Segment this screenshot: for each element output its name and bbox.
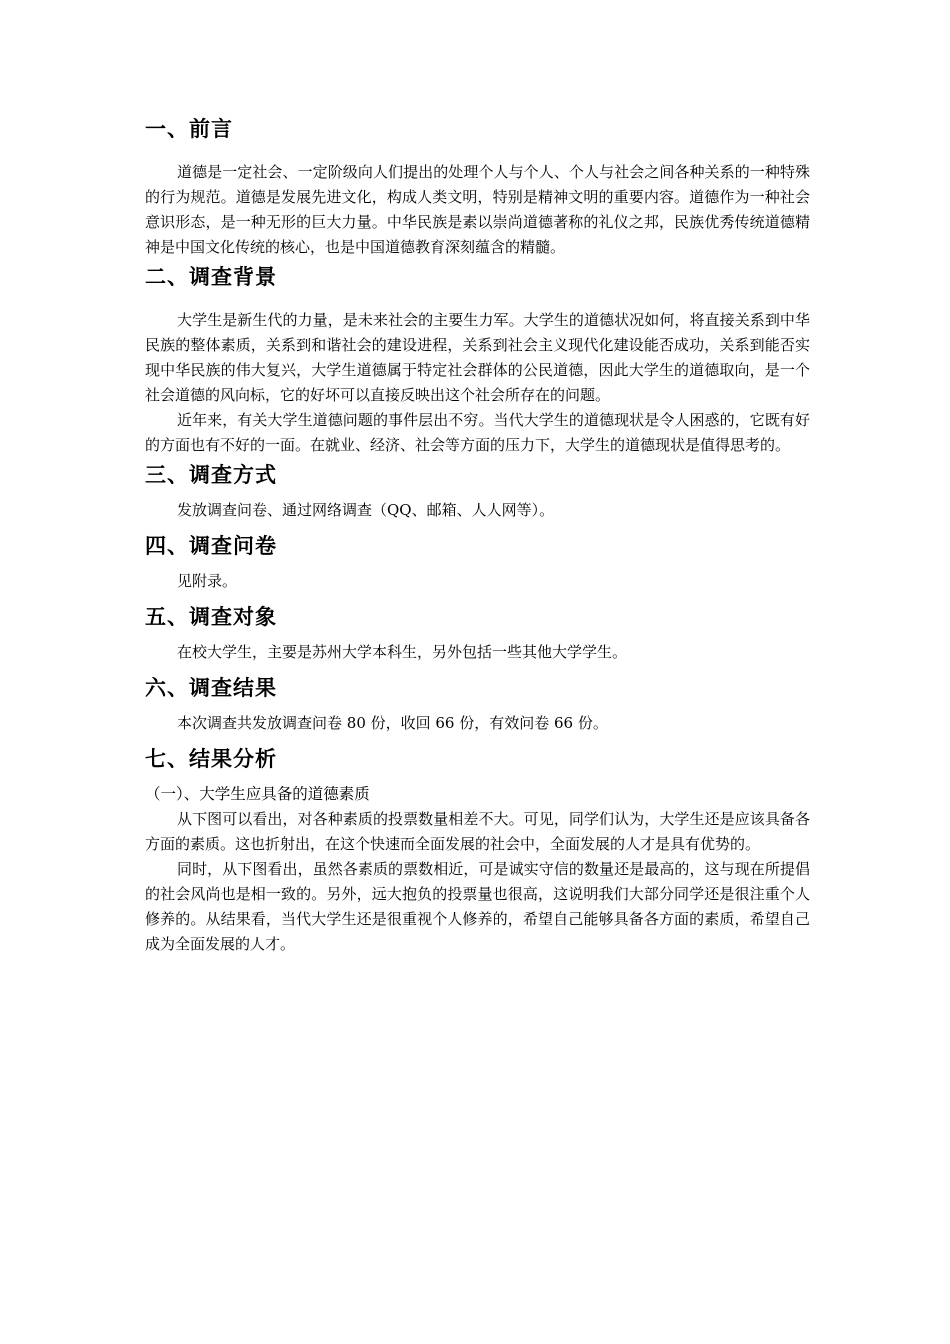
section-questionnaire	[145, 529, 810, 600]
section-results	[145, 671, 810, 742]
section-analysis	[145, 742, 810, 957]
section-heading: 一、前言	[145, 117, 233, 141]
paragraph: 在校大学生，主要是苏州大学本科生，另外包括一些其他大学学生。	[177, 643, 628, 661]
paragraph: 从下图可以看出，对各种素质的投票数量相差不大。可见，同学们认为，大学生还是应该具备各方面的素质。这也折射出，在这个快速而全面发展的社会中，全面发展的人才是具有优势的。	[145, 810, 810, 853]
section-heading: 二、调查背景	[145, 265, 277, 289]
paragraph: 见附录。	[177, 572, 238, 590]
section-subjects	[145, 600, 810, 671]
document-page	[145, 112, 810, 957]
section-heading: 三、调查方式	[145, 463, 277, 487]
paragraph: 同时，从下图看出，虽然各素质的票数相近，可是诚实守信的数量还是最高的，这与现在所提倡的社会风尚也是相一致的。另外，远大抱负的投票量也很高，这说明我们大部分同学还是很注重个人修养的。从结果看，当代大学生还是很重视个人修养的，希望自己能够具备各方面的素质，希望自己成为全面发展的人才。	[145, 860, 810, 953]
section-heading: 四、调查问卷	[145, 534, 277, 558]
paragraph: 道德是一定社会、一定阶级向人们提出的处理个人与个人、个人与社会之间各种关系的一种特殊的行为规范。道德是发展先进文化，构成人类文明，特别是精神文明的重要内容。道德作为一种社会意识形态，是一种无形的巨大力量。中华民族是素以崇尚道德著称的礼仪之邦，民族优秀传统道德精神是中国文化传统的核心，也是中国道德教育深刻蕴含的精髓。	[145, 163, 810, 256]
subsection-heading: （一）、大学生应具备的道德素质	[145, 785, 370, 803]
section-method	[145, 458, 810, 529]
paragraph: 近年来，有关大学生道德问题的事件层出不穷。当代大学生的道德现状是令人困惑的，它既有好的方面也有不好的一面。在就业、经济、社会等方面的压力下，大学生的道德现状是值得思考的。	[145, 411, 810, 454]
paragraph: 大学生是新生代的力量，是未来社会的主要生力军。大学生的道德状况如何，将直接关系到中华民族的整体素质，关系到和谐社会的建设进程，关系到社会主义现代化建设能否成功，关系到能否实现中华民族的伟大复兴，大学生道德属于特定社会群体的公民道德，因此大学生的道德取向，是一个社会道德的风向标，它的好坏可以直接反映出这个社会所存在的问题。	[145, 311, 810, 404]
section-heading: 六、调查结果	[145, 676, 277, 700]
paragraph: 本次调查共发放调查问卷 80 份，收回 66 份，有效问卷 66 份。	[177, 714, 608, 732]
section-heading: 七、结果分析	[145, 747, 277, 771]
section-background	[145, 260, 810, 458]
section-preface	[145, 112, 810, 260]
section-heading: 五、调查对象	[145, 605, 277, 629]
paragraph: 发放调查问卷、通过网络调查（QQ、邮箱、人人网等）。	[177, 501, 555, 519]
